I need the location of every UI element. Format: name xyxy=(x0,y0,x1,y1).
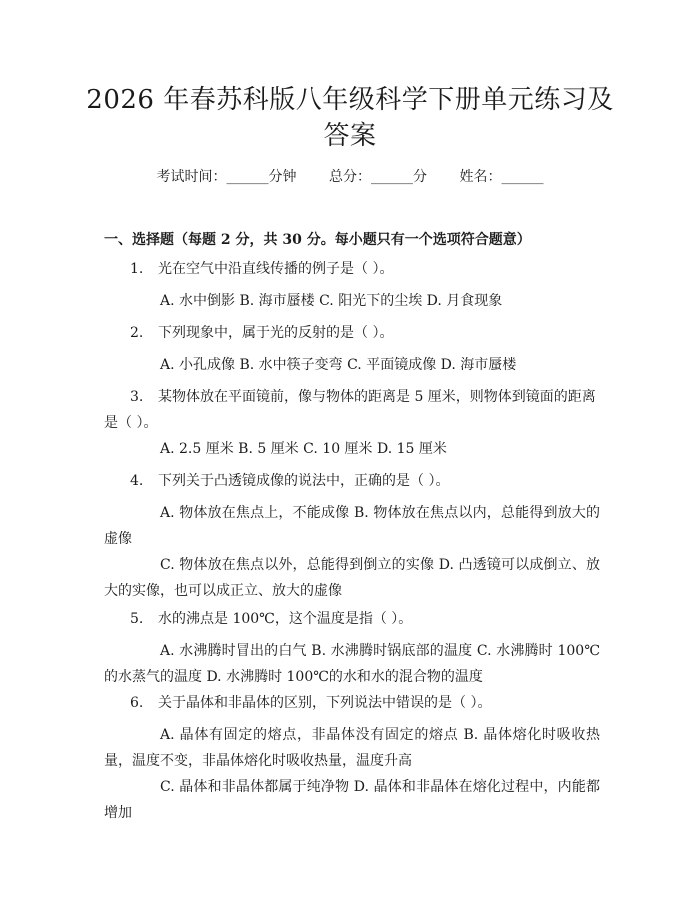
question-number: 3. xyxy=(130,389,144,405)
question-number: 5. xyxy=(130,611,144,627)
total-score-field: 总分：______分 xyxy=(329,169,427,185)
question-4-option-cd: C. 物体放在焦点以外，总能得到倒立的实像 D. 凸透镜可以成倒立、放大的实像，也可以成正立、放大的虚像 xyxy=(104,557,600,599)
question-stem: 下列现象中，属于光的反射的是（ ）。 xyxy=(158,325,394,341)
exam-time-field: 考试时间：______分钟 xyxy=(156,169,297,185)
question-number: 4. xyxy=(130,473,144,489)
question-6 xyxy=(104,690,600,716)
question-6-option-ab: A. 晶体有固定的熔点，非晶体没有固定的熔点 B. 晶体熔化时吸收热量，温度不变，非晶体熔化时吸收热量，温度升高 xyxy=(104,727,600,769)
question-number: 6. xyxy=(130,695,144,711)
question-1-options: A. 水中倒影 B. 海市蜃楼 C. 阳光下的尘埃 D. 月食现象 xyxy=(160,293,503,309)
question-number: 2. xyxy=(130,325,144,341)
question-number: 1. xyxy=(130,261,144,277)
question-1 xyxy=(104,256,600,282)
question-5 xyxy=(104,606,600,632)
question-3-options: A. 2.5 厘米 B. 5 厘米 C. 10 厘米 D. 15 厘米 xyxy=(160,441,447,457)
question-stem: 下列关于凸透镜成像的说法中，正确的是（ ）。 xyxy=(158,473,450,489)
question-5-options: A. 水沸腾时冒出的白气 B. 水沸腾时锅底部的温度 C. 水沸腾时 100℃的水蒸气的温度 D. 水沸腾时 100℃的水和水的混合物的温度 xyxy=(104,643,600,685)
question-4-option-ab: A. 物体放在焦点上，不能成像 B. 物体放在焦点以内，总能得到放大的虚像 xyxy=(104,505,600,547)
question-stem: 光在空气中沿直线传播的例子是（ ）。 xyxy=(158,261,394,277)
question-2 xyxy=(104,320,600,346)
section-heading: 一、选择题（每题 2 分，共 30 分。每小题只有一个选项符合题意） xyxy=(104,232,531,248)
question-stem: 某物体放在平面镜前，像与物体的距离是 5 厘米，则物体到镜面的距离是（ ）。 xyxy=(104,389,596,431)
question-stem: 关于晶体和非晶体的区别，下列说法中错误的是（ ）。 xyxy=(158,695,492,711)
question-2-options: A. 小孔成像 B. 水中筷子变弯 C. 平面镜成像 D. 海市蜃楼 xyxy=(160,357,517,373)
exam-meta xyxy=(0,166,700,188)
question-4 xyxy=(104,468,600,494)
question-6-option-cd: C. 晶体和非晶体都属于纯净物 D. 晶体和非晶体在熔化过程中，内能都增加 xyxy=(104,779,600,821)
question-stem: 水的沸点是 100℃，这个温度是指（ ）。 xyxy=(158,611,413,627)
question-3 xyxy=(104,384,600,436)
page-title-line-2: 答案 xyxy=(323,121,377,151)
page-title-line-1: 2026 年春苏科版八年级科学下册单元练习及 xyxy=(86,85,614,115)
student-name-field: 姓名：______ xyxy=(459,169,544,185)
